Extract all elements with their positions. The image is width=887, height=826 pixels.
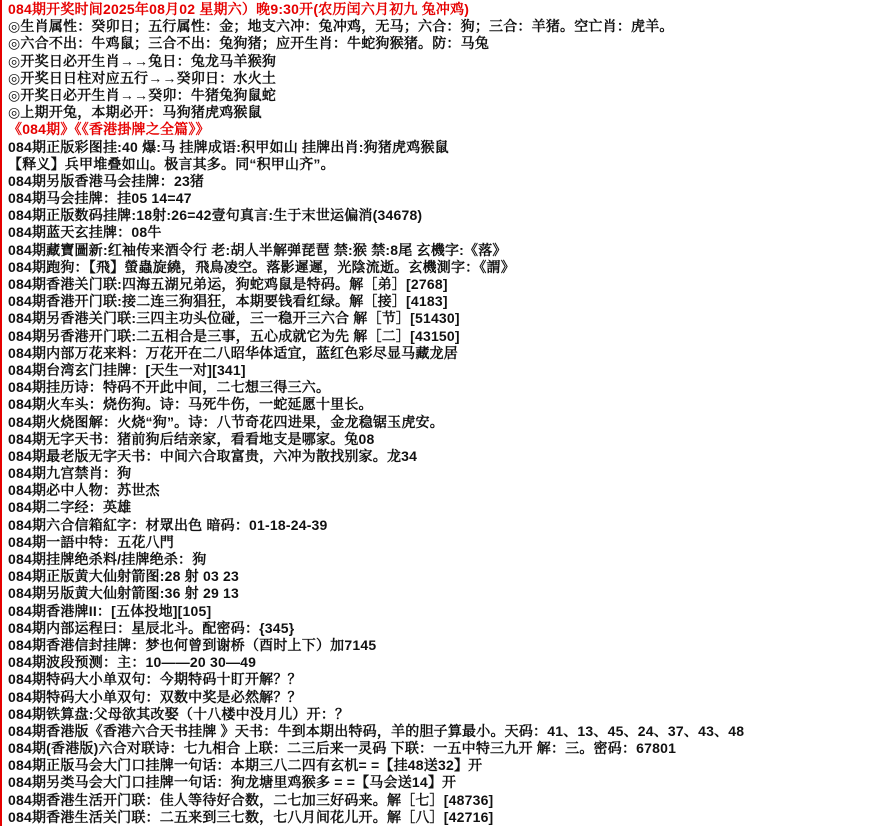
- text-line: 084期内部运程曰：星辰北斗。配密码：{345}: [8, 619, 295, 636]
- text-line: 084期无字天书：猪前狗后结亲家，看看地支是哪家。兔08: [8, 430, 375, 447]
- text-line: 084期香港生活关门联：二五来到三七数，七八月间花儿开。解［八］[42716]: [8, 808, 494, 825]
- text-line: 【释义】兵甲堆叠如山。极言其多。同“积甲山齐”。: [8, 155, 335, 172]
- text-lines: [2, 0, 887, 826]
- text-line: 084期跑狗：【飛】螢蟲旋繞，飛鳥凌空。落影遲遲，光陰流逝。玄機測字：《謂》: [8, 258, 515, 275]
- text-line: 084期香港版《香港六合天书挂牌 》天书：牛到本期出特码，羊的胆子算最小。天码：41、13、45、24、37、43、48: [8, 722, 745, 739]
- text-line: 084期台湾玄门挂牌：[天生一对][341]: [8, 361, 246, 378]
- text-line: 084期必中人物：苏世杰: [8, 482, 160, 499]
- text-line: 084期特码大小单双句：今期特码十盯开解？？: [8, 671, 302, 688]
- text-line: 084期挂牌绝杀料/挂牌绝杀：狗: [8, 551, 207, 567]
- text-line: 084期波段预测：主：10——20 30—49: [8, 654, 257, 671]
- text-line: 084期香港牌II：[五体投地][105]: [8, 602, 212, 619]
- text-line: ◎生肖属性：癸卯日；五行属性：金；地支六冲：兔冲鸡，无马；六合：狗；三合：羊猪。空亡肖：虎羊。: [8, 18, 674, 35]
- text-line: 084期特码大小单双句：双数中奖是必然解？？: [8, 688, 302, 705]
- text-line: 084期六合信箱紅字：材眾出色 暗码：01-18-24-39: [8, 516, 328, 533]
- text-line: ◎开奖日必开生肖→→兔日：兔龙马羊猴狗: [8, 52, 277, 69]
- text-line: 084期蓝天玄挂牌：08牛: [8, 224, 162, 241]
- text-line: 084期最老版无字天书：中间六合取富贵，六冲为散找别家。龙34: [8, 447, 418, 464]
- text-line: 084期内部万花来料：万花开在二八昭华体适宜，蓝红色彩尽显马藏龙居: [8, 344, 458, 361]
- text-line: 084期挂历诗：特码不开此中间，二七想三得三六。: [8, 379, 331, 396]
- text-line: ◎六合不出：牛鸡鼠；三合不出：兔狗猪；应开生肖：牛蛇狗猴猪。防：马兔: [8, 35, 490, 52]
- text-line: 084期另版黄大仙射箭图:36 射 29 13: [8, 585, 240, 602]
- text-line: 084期香港信封挂牌：梦也何曾到谢桥（酉时上下）加7145: [8, 636, 377, 653]
- text-line: 084期马会挂牌：挂05 14=47: [8, 190, 192, 207]
- text-line: 084期九宫禁肖：狗: [8, 465, 132, 482]
- text-line: 084期(香港版)六合对联诗：七九相合 上联：二三后来一灵码 下联：一五中特三九开 解：三。密码：67801: [8, 740, 677, 757]
- text-line: 084期正版黄大仙射箭图:28 射 03 23: [8, 568, 240, 585]
- text-line: 084期火车头：烧伤狗。诗：马死牛伤，一蛇延愿十里长。: [8, 396, 373, 413]
- text-line: 084期藏寶圖新:红袖传来酒令行 老:胡人半解弹琵琶 禁:猴 禁:8尾 玄機字:《落》: [8, 241, 507, 258]
- header-line: 《084期》《《香港掛牌之全篇》》: [8, 121, 210, 138]
- text-line: 084期正版数码挂牌:18射:26=42壹句真言:生于末世运偏消(34678): [8, 207, 423, 224]
- text-line: ◎上期开兔，本期必开：马狗猪虎鸡猴鼠: [8, 104, 262, 121]
- text-line: 084期另类马会大门口挂牌一句话：狗龙塘里鸡猴多 = =【马会送14】开: [8, 774, 457, 791]
- text-line: 084期正版彩图挂:40 爆:马 挂牌成语:积甲如山 挂牌出肖:狗猪虎鸡猴鼠: [8, 138, 449, 155]
- text-line: 084期香港开门联:接二连三狗猖狂，本期要钱看红绿。解［接］[4183]: [8, 293, 448, 310]
- text-line: 084期一語中特：五花八門: [8, 533, 174, 550]
- text-line: 084期另香港开门联:二五相合是三事，五心成就它为先 解［二］[43150]: [8, 327, 460, 344]
- text-line: 084期香港生活开门联：佳人等待好合数，二七加三好码来。解［七］[48736]: [8, 791, 494, 808]
- header-line: 084期开奖时间2025年08月02 星期六）晚9:30开(农历闰六月初九 兔冲鸡): [8, 1, 470, 17]
- text-line: ◎开奖日必开生肖→→癸卯：牛猪兔狗鼠蛇: [8, 86, 277, 103]
- text-line: 084期另香港关门联:三四主功头位碰，三一稳开三六合 解［节］[51430]: [8, 310, 460, 327]
- text-line: 084期铁算盘:父母欲其改娶（十八楼中没月儿）开：？: [8, 705, 350, 722]
- text-line: ◎开奖日日柱对应五行→→癸卯日：水火土: [8, 69, 277, 86]
- text-line: 084期二字经：英雄: [8, 499, 132, 516]
- text-line: 084期另版香港马会挂牌：23猪: [8, 172, 205, 189]
- text-line: 084期香港关门联:四海五湖兄弟运，狗蛇鸡鼠是特码。解［弟］[2768]: [8, 276, 448, 292]
- text-line: 084期正版马会大门口挂牌一句话：本期三八二四有玄机= =【挂48送32】开: [8, 757, 483, 774]
- text-line: 084期火烧图解：火烧“狗”。诗：八节奇花四进果，金龙稳锯玉虎安。: [8, 413, 444, 430]
